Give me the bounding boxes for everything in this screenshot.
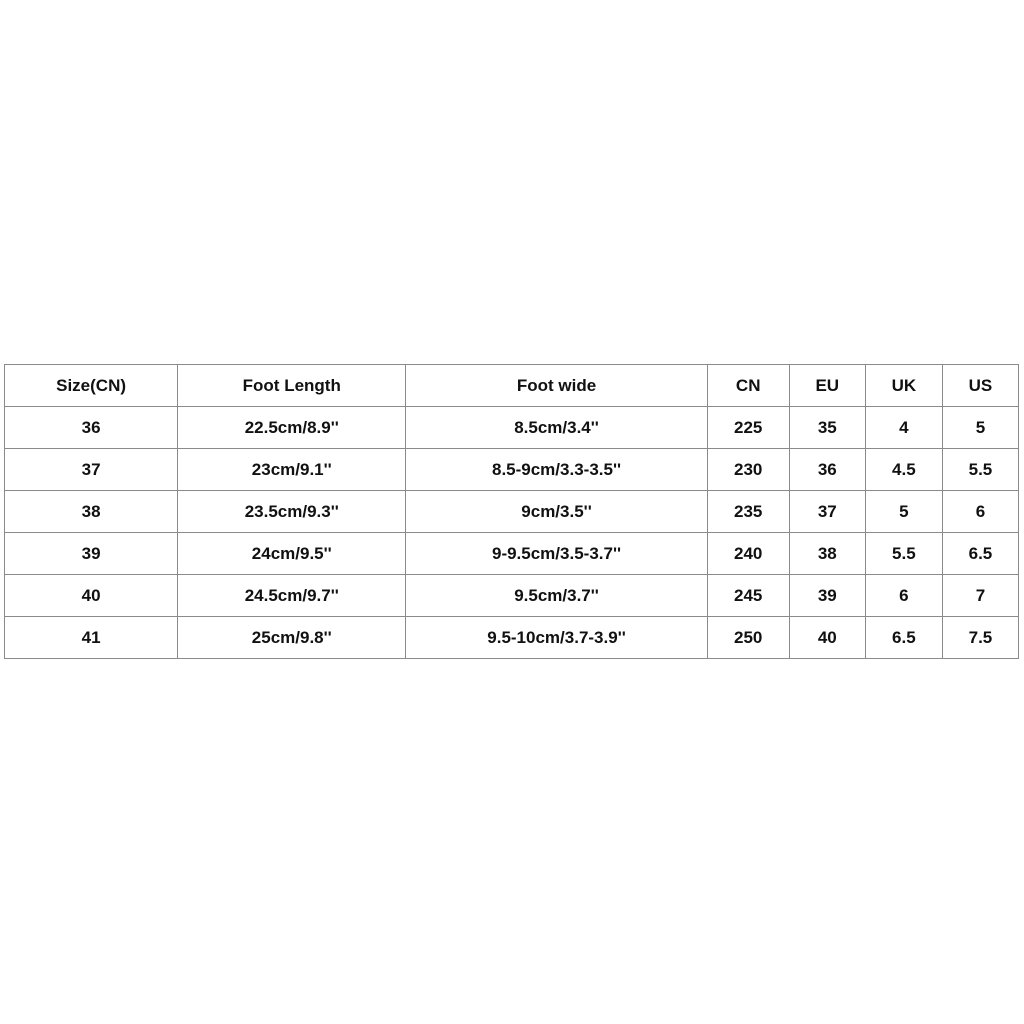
cell-cn: 240 bbox=[707, 533, 789, 575]
header-cn: CN bbox=[707, 365, 789, 407]
cell-foot-length: 23.5cm/9.3'' bbox=[178, 491, 406, 533]
cell-foot-length: 25cm/9.8'' bbox=[178, 617, 406, 659]
header-eu: EU bbox=[789, 365, 865, 407]
cell-eu: 37 bbox=[789, 491, 865, 533]
header-uk: UK bbox=[865, 365, 942, 407]
cell-foot-wide: 8.5cm/3.4'' bbox=[406, 407, 707, 449]
header-size-cn: Size(CN) bbox=[5, 365, 178, 407]
cell-foot-wide: 9.5-10cm/3.7-3.9'' bbox=[406, 617, 707, 659]
cell-uk: 5 bbox=[865, 491, 942, 533]
cell-foot-wide: 9cm/3.5'' bbox=[406, 491, 707, 533]
cell-foot-length: 22.5cm/8.9'' bbox=[178, 407, 406, 449]
cell-us: 6 bbox=[942, 491, 1018, 533]
cell-eu: 39 bbox=[789, 575, 865, 617]
cell-foot-wide: 9.5cm/3.7'' bbox=[406, 575, 707, 617]
cell-cn: 235 bbox=[707, 491, 789, 533]
cell-us: 7.5 bbox=[942, 617, 1018, 659]
cell-size-cn: 38 bbox=[5, 491, 178, 533]
cell-us: 6.5 bbox=[942, 533, 1018, 575]
cell-eu: 38 bbox=[789, 533, 865, 575]
cell-cn: 245 bbox=[707, 575, 789, 617]
cell-cn: 225 bbox=[707, 407, 789, 449]
size-chart-table bbox=[4, 364, 1019, 659]
cell-uk: 5.5 bbox=[865, 533, 942, 575]
cell-eu: 40 bbox=[789, 617, 865, 659]
cell-cn: 250 bbox=[707, 617, 789, 659]
table-row bbox=[5, 575, 1019, 617]
table-row bbox=[5, 449, 1019, 491]
cell-foot-wide: 9-9.5cm/3.5-3.7'' bbox=[406, 533, 707, 575]
cell-foot-wide: 8.5-9cm/3.3-3.5'' bbox=[406, 449, 707, 491]
cell-size-cn: 37 bbox=[5, 449, 178, 491]
cell-eu: 36 bbox=[789, 449, 865, 491]
cell-foot-length: 23cm/9.1'' bbox=[178, 449, 406, 491]
cell-size-cn: 41 bbox=[5, 617, 178, 659]
cell-foot-length: 24cm/9.5'' bbox=[178, 533, 406, 575]
cell-size-cn: 40 bbox=[5, 575, 178, 617]
cell-us: 7 bbox=[942, 575, 1018, 617]
cell-foot-length: 24.5cm/9.7'' bbox=[178, 575, 406, 617]
cell-uk: 4 bbox=[865, 407, 942, 449]
header-us: US bbox=[942, 365, 1018, 407]
cell-size-cn: 36 bbox=[5, 407, 178, 449]
cell-cn: 230 bbox=[707, 449, 789, 491]
cell-uk: 6 bbox=[865, 575, 942, 617]
header-foot-length: Foot Length bbox=[178, 365, 406, 407]
cell-us: 5 bbox=[942, 407, 1018, 449]
cell-eu: 35 bbox=[789, 407, 865, 449]
table-header-row bbox=[5, 365, 1019, 407]
table-row bbox=[5, 407, 1019, 449]
table-row bbox=[5, 617, 1019, 659]
cell-uk: 6.5 bbox=[865, 617, 942, 659]
table-row bbox=[5, 533, 1019, 575]
cell-uk: 4.5 bbox=[865, 449, 942, 491]
header-foot-wide: Foot wide bbox=[406, 365, 707, 407]
cell-size-cn: 39 bbox=[5, 533, 178, 575]
cell-us: 5.5 bbox=[942, 449, 1018, 491]
table-row bbox=[5, 491, 1019, 533]
